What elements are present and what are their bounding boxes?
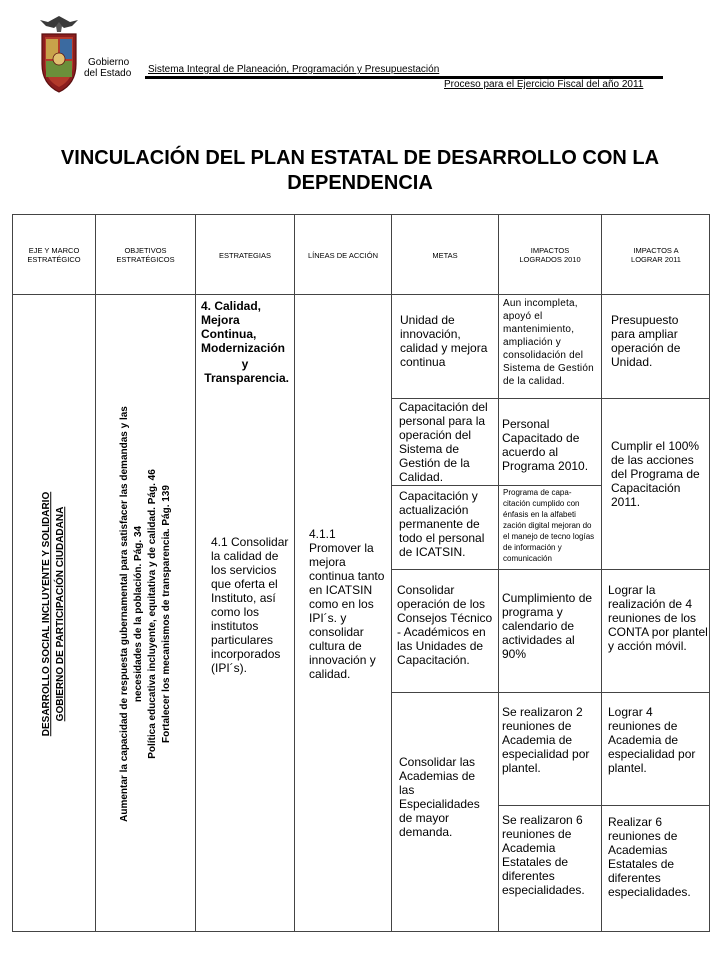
header-impactos-lograr: IMPACTOS A LOGRAR 2011	[631, 246, 681, 264]
linea-accion-text: 4.1.1 Promover la mejora continua tanto en ICATSIN como en los IPI´s. y consolidar cultura de innovación y calidad.	[309, 527, 385, 681]
header-eje: EJE Y MARCO ESTRATÉGICO	[27, 246, 81, 264]
header-lineas: LÍNEAS DE ACCIÓN	[307, 250, 379, 260]
column-divider	[195, 215, 196, 931]
objetivos-line4: Fortalecer los mecanismos de transparencia. Pág. 139	[160, 484, 172, 743]
row-divider	[392, 569, 710, 570]
estrategia-title	[201, 299, 289, 385]
estrategia-title-line1: 4. Calidad, Mejora Continua, Modernización	[201, 299, 286, 355]
estrategia-title-line3: Transparencia.	[204, 371, 289, 385]
impacto-lograr: Lograr la realización de 4 reuniones de los CONTA por plantel y acción móvil.	[608, 583, 708, 653]
column-divider	[391, 215, 392, 931]
impacto-lograr: Presupuesto para ampliar operación de Unidad.	[611, 313, 681, 369]
objetivos-line3: Política educativa incluyente, equitativa y de calidad. Pág. 46	[146, 468, 158, 759]
column-divider	[294, 215, 295, 931]
impacto-logrado: Aun incompleta, apoyó el mantenimiento, ampliación y consolidación del Sistema de Gestión de la calidad.	[503, 298, 594, 387]
government-label-line1: Gobierno	[88, 57, 130, 68]
system-title: Sistema Integral de Planeación, Programación y Presupuestación	[148, 64, 440, 75]
estrategia-text: 4.1 Consolidar la calidad de los servicios que oferta el Instituto, así como los institutos particulares incorporados (IPI´s).	[211, 535, 289, 675]
impacto-lograr: Realizar 6 reuniones de Academias Estatales de diferentes especialidades.	[608, 815, 691, 899]
process-title: Proceso para el Ejercicio Fiscal del año 2011	[444, 79, 644, 90]
header-objetivos: OBJETIVOS ESTRATÉGICOS	[116, 246, 175, 264]
state-coat-of-arms-logo	[36, 14, 82, 94]
meta-item: Capacitación y actualización permanente de todo el personal de ICATSIN.	[399, 489, 485, 559]
eje-line1: DESARROLLO SOCIAL INCLUYENTE Y SOLIDARIO	[41, 491, 52, 736]
meta-item: Capacitación del personal para la operación del Sistema de Gestión de la Calidad.	[399, 400, 488, 484]
header-impactos-logrados: IMPACTOS LOGRADOS 2010	[519, 246, 581, 264]
row-divider	[392, 692, 710, 693]
header-metas: METAS	[432, 250, 458, 260]
estrategia-title-line2: y	[241, 357, 249, 371]
impacto-lograr: Lograr 4 reuniones de Academia de especialidad por plantel.	[608, 705, 696, 775]
meta-item: Unidad de innovación, calidad y mejora continua	[400, 313, 488, 369]
objetivos-line1: Aumentar la capacidad de respuesta gubernamental para satisfacer las demandas y las	[118, 405, 130, 822]
objetivos-cell	[96, 295, 195, 932]
row-divider	[392, 485, 601, 486]
column-divider	[498, 215, 499, 931]
impacto-logrado: Se realizaron 6 reuniones de Academia Estatales de diferentes especialidades.	[502, 813, 585, 897]
row-divider	[499, 805, 710, 806]
plan-linkage-table	[12, 214, 710, 932]
header-estrategias: ESTRATEGIAS	[219, 250, 271, 260]
objetivos-line2: necesidades de la población. Pág. 34	[132, 525, 144, 702]
impacto-logrado: Programa de capa- citación cumplido con énfasis en la alfabeti zación digital mejoran do el manejo de tecno logías de información y comunicación	[503, 488, 595, 563]
meta-item: Consolidar operación de los Consejos Técnico - Académicos en las Unidades de Capacitación.	[397, 583, 493, 667]
meta-item: Consolidar las Academias de las Especialidades de mayor demanda.	[399, 755, 480, 839]
row-divider	[392, 398, 710, 399]
eje-line2: GOBIERNO DE PARTICIPACIÓN CIUDADANA	[55, 506, 66, 721]
column-divider	[601, 215, 602, 931]
impacto-lograr: Cumplir el 100% de las acciones del Programa de Capacitación 2011.	[611, 439, 700, 509]
eje-cell	[13, 295, 95, 932]
impacto-logrado: Personal Capacitado de acuerdo al Programa 2010.	[502, 417, 589, 473]
impacto-logrado: Se realizaron 2 reuniones de Academia de especialidad por plantel.	[502, 705, 590, 775]
page-title: VINCULACIÓN DEL PLAN ESTATAL DE DESARROLLO CON LA DEPENDENCIA	[60, 147, 660, 194]
government-label-line2: del Estado	[84, 68, 132, 79]
impacto-logrado: Cumplimiento de programa y calendario de actividades al 90%	[502, 591, 593, 661]
